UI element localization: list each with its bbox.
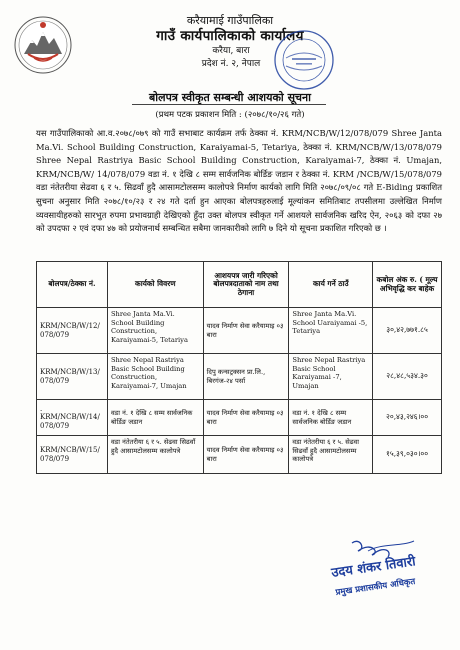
- cell-contract-no: KRM/NCB/W/12/ 078/079: [37, 308, 108, 354]
- office-name: गाउँ कार्यपालिकाको कार्यालय: [156, 28, 304, 44]
- table-row: [37, 400, 442, 436]
- cell-amount: ३०,४२,७७१.८५: [373, 308, 442, 354]
- col-header-description: कार्यको विवरण: [107, 262, 203, 308]
- cell-place: वडा नं. १ देखि ८ सम्म सार्वजनिक बोर्डिङ जडान: [289, 400, 373, 436]
- cell-description: Shree Janta Ma.Vi. School Building Construction, Karaiyamai-5, Tetariya: [107, 308, 203, 354]
- cell-bidder: यादव निर्माण सेवा करैयामाइ ०३ बारा: [203, 400, 289, 436]
- cell-description: वडा नं. १ देखि ८ सम्म सार्वजनिक बोर्डिङ जडान: [107, 400, 203, 436]
- cell-amount: २०,४३,२४६।००: [373, 400, 442, 436]
- signature-title: प्रमुख प्रशासकीय अधिकृत: [335, 576, 416, 598]
- cell-place: वडा नंतेतरीया ६ र ५. सेढवा सिढवाँ हुदै आसामटोलसम्म कालोपत्रे: [289, 436, 373, 474]
- col-header-place: कार्य गर्ने ठाउँ: [289, 262, 373, 308]
- municipality-name: करैयामाई गाउँपालिका: [186, 14, 274, 27]
- cell-place: Shree Nepal Rastriya Basic School Karaiyamai -7, Umajan: [289, 354, 373, 400]
- cell-contract-no: KRM/NCB/W/13/ 078/079: [37, 354, 108, 400]
- title-underline: [132, 104, 326, 105]
- notice-title: बोलपत्र स्वीकृत सम्बन्धी आशयको सूचना: [149, 91, 311, 104]
- cell-amount: १५,३९,०३०।००: [373, 436, 442, 474]
- col-header-amount: कबोल अंक रु. ( मूल्य अभिवृद्धि कर बाहेक: [373, 262, 442, 308]
- cell-bidder: यादव निर्माण सेवा करैयामाइ ०३ बारा: [203, 308, 289, 354]
- table-row: [37, 354, 442, 400]
- cell-bidder: दिपु कन्सट्रक्सन प्रा.लि., बिरगंज-२४ पर्सा: [203, 354, 289, 400]
- table-header-row: [37, 262, 442, 308]
- cell-amount: २८,४८,५३४.३०: [373, 354, 442, 400]
- signature-stamp: [322, 535, 452, 605]
- contract-table: [36, 261, 442, 474]
- cell-contract-no: KRM/NCB/W/15/ 078/079: [37, 436, 108, 474]
- cell-description: वडा नंतेतरीया ६ र ५. सेढवा सिढवाँ हुदै आसामटोलसम्म कालोपत्रे: [107, 436, 203, 474]
- table-row: [37, 436, 442, 474]
- office-location: करैया, बारा: [212, 46, 250, 56]
- cell-bidder: यादव निर्माण सेवा करैयामाइ ०३ बारा: [203, 436, 289, 474]
- cell-description: Shree Nepal Rastriya Basic School Building Construction, Karaiyamai-7, Umajan: [107, 354, 203, 400]
- office-province: प्रदेश नं. २, नेपाल: [201, 59, 261, 69]
- office-seal-stamp: [272, 28, 336, 92]
- notice-body-text: यस गाउँपालिकाको आ.व.२०७८/०७९ को गाउँ सभाबाट कार्यक्रम तर्फ ठेक्का नं. KRM/NCB/W/12/078/079 Shree Janta Ma.Vi. School Building Construction, Karaiyamai-5, Tetariya, ठेक्का नं. KRM/NCB/W/13/078/079 Shree Nepal Rastriya Basic School Building Construction, Karaiyamai-7, ठेक्का नं. Umajan, KRM/NCB/W/ 14/078/079 वडा नं. १ देखि ८ सम्म सार्वजनिक बोर्डिङ जडान र ठेक्का नं. KRM /NCB/W/15/078/079 वडा नंतेतरीया सेढवा ६ र ५. सिढवाँ हुदै आसामटोलसम्म कालोपत्रे निर्माण कार्यको लागि मिति २०७८/०९/०८ गते E-Biding प्रकाशित सुचना अनुसार मिति २०७८/१०/२३ र २४ गते दर्ता हुन आएका बोलपत्रहरुलाई मूल्यांकन समितिबाट तपसीलमा उल्लेखित निर्माण व्यवसायीहरुको सारभुत रुपमा प्रभावग्राही देखिएको हुँदा उक्त बोलपत्र स्वीकृत गर्ने आशयले सार्वजनिक खरिद ऐन, २०६३ को दफा २७ को उपदफा २ एवं दफा ४७ को प्रयोजनार्थ सम्बन्धित सबैमा जानकारीको लागि ७ दिने यो सूचना प्रकाशित गरिएको छ ।: [36, 128, 442, 234]
- cell-place: Shree Janta Ma.Vi. School Uaraiyamai -5, Tetariya: [289, 308, 373, 354]
- table-row: [37, 308, 442, 354]
- publication-date: (प्रथम पटक प्रकाशन मिति : (२०७८/१०/२६ गते): [155, 110, 305, 120]
- signature-name: उदय शंकर तिवारी: [330, 554, 417, 581]
- col-header-contract-no: बोलपत्र/ठेक्का नं.: [37, 262, 108, 308]
- col-header-bidder: आशयपत्र जारी गरिएको बोलपत्रदाताको नाम तथा ठेगाना: [203, 262, 289, 308]
- cell-contract-no: . KRM/NCB/W/14/ 078/079: [37, 400, 108, 436]
